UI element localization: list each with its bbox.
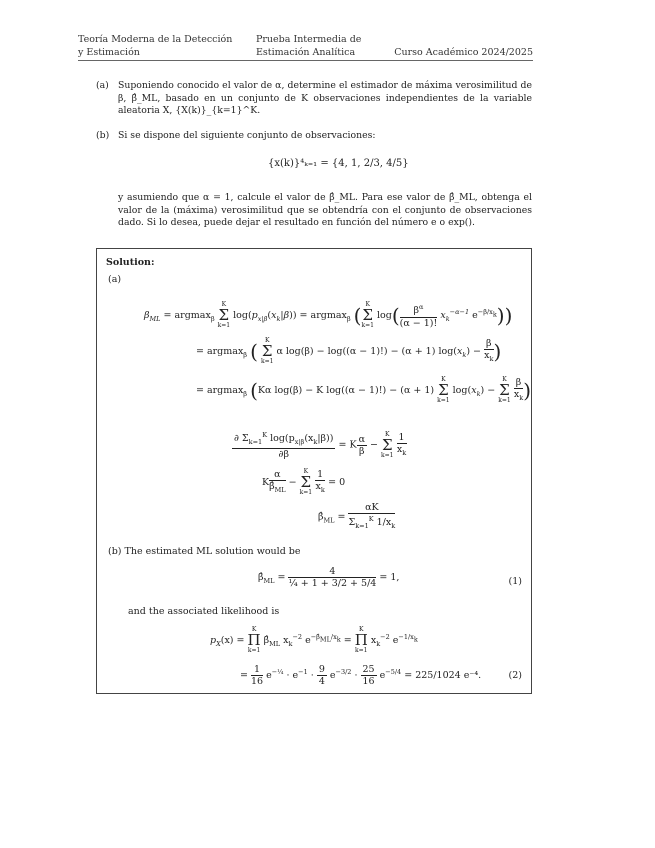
likelihood-line1: $p_X(x)$ = K Π k=1 $\betâ_{ML}$ $x_k^{-2}$ $e^{-\betâ_{ML}/x_k}$ = K Π k=1 $x_k^{-2}$ $e^{-1/x_k}$: [210, 626, 418, 654]
question-a: [96, 80, 532, 120]
ml-derivation-line1: $\beta_{ML} = argmax_\beta$ K Σ k=1 $\log(p_{x|\beta}(x_k|\beta)) = argmax_\beta$ ( K Σ k=1 log( $\frac{\beta^\alpha}{(\alpha - 1)!}$ $x_k^{-\alpha-1}$ $e^{-\beta/x_k}$)): [144, 301, 513, 329]
solution-title: Solution:: [106, 257, 155, 268]
equation-number-2: (2): [508, 670, 522, 681]
header-course: Teoría Moderna de la Detección y Estimación: [78, 34, 233, 58]
solution-part-a: (a): [108, 274, 122, 285]
solution-part-b: (b) The estimated ML solution would be: [108, 546, 301, 557]
question-b-continued: [96, 192, 532, 232]
derivative-equation: $\frac{\partial \Sigma_{k=1}^K \log(p_{x|\beta}(x_k|\beta))}{\partial\beta}$ = K $\frac{\alpha}{\beta}$ − K Σ k=1 $\frac{1}{x_k}$: [234, 430, 407, 461]
header-exam: Prueba Intermedia de Estimación Analítica: [256, 34, 362, 58]
header-rule: [78, 60, 533, 61]
header-year: Curso Académico 2024/2025: [394, 47, 533, 58]
question-a-label: (a): [96, 80, 109, 91]
observation-set: {x(k)}⁴ₖ₌₁ = {4, 1, 2/3, 4/5}: [268, 158, 409, 169]
equation-number-1: (1): [508, 576, 522, 587]
question-b: [96, 130, 532, 144]
question-b-text: Si se dispone del siguiente conjunto de observaciones:: [118, 130, 376, 141]
ml-derivation-line3: = argmax$_\beta$ (Kα log(β) − K log((α − 1)!) − (α + 1) K Σ k=1 $\log(x_k)$ − K Σ k=1 $\frac{\beta}{x_k}$ ): [196, 376, 532, 404]
question-a-text: Suponiendo conocido el valor de α, determine el estimador de máxima verosimilitud de β, β̂_ML, basado en un conjunto de K observaciones independientes de la variable aleatoria X, {X(k)}_{k=1}^K.: [118, 80, 532, 116]
likelihood-intro: and the associated likelihood is: [128, 606, 280, 617]
beta-ml-numeric: $\betâ_{ML}$ = $\frac{4}{\text{¼ + 1 + 3/2 + 5/4}}$ = 1,: [258, 566, 400, 589]
zero-gradient-equation: K $\frac{\alpha}{\betâ_{ML}}$ − K Σ k=1 $\frac{1}{x_k}$ = 0: [262, 468, 346, 496]
beta-ml-estimator: $\betâ_{ML}$ = $\frac{\alpha K}{\Sigma_{k=1}^K 1/x_k}$: [318, 502, 396, 531]
question-b-label: (b): [96, 130, 110, 141]
likelihood-line2: = $\frac{1}{16}$ $e^{-\frac{1}{4}} \cdot e^{-1}$ · $\frac{9}{4}$ $e^{-3/2}$ · $\frac{25}{16}$ $e^{-5/4} = 225/1024$ e⁻⁴.: [240, 664, 482, 687]
question-b-text2: y asumiendo que α = 1, calcule el valor de β̂_ML. Para ese valor de β̂_ML, obtenga el valor de la (máxima) verosimilitud que se obtendría con el conjunto de observaciones dado. Si lo desea, puede dejar el resultado en función del número e o exp().: [118, 192, 532, 228]
ml-derivation-line2: = argmax$_\beta$ ( K Σ k=1 α log(β) − log((α − 1)!) − (α + 1) $\log(x_k)$ − $\frac{\beta}{x_k}$ ): [196, 337, 502, 365]
